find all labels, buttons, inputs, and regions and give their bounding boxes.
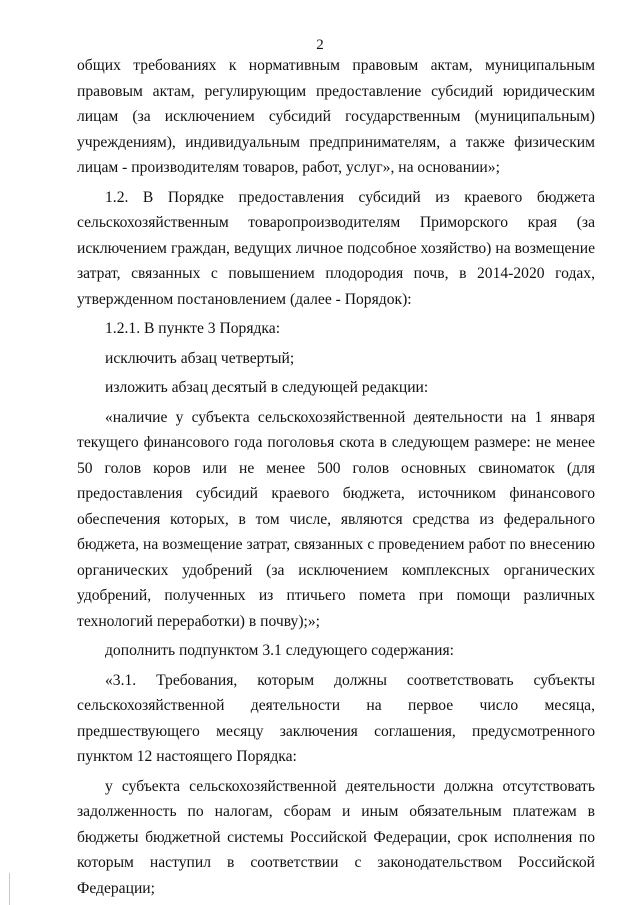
paragraph-item-1-2: 1.2. В Порядке предоставления субсидий из краевого бюджета сельскохозяйственным товаропроизводителям Приморского края (за исключением граждан, ведущих личное подсобное хозяйство) на возмещение затрат, связанных с повышением плодородия почв, в 2014-2020 годах, утвержденном постановлением (далее - Порядок): bbox=[77, 188, 595, 308]
paragraph-continuation: общих требованиях к нормативным правовым актам, муниципальным правовым актам, регулирующим предоставление субсидий юридическим лицам (за исключением субсидий государственным (муниципальным) учреждениям), индивидуальным предпринимателям, а также физическим лицам - производителям товаров, работ, услуг», на основании»; bbox=[77, 57, 595, 176]
paragraph-tax-debt: у субъекта сельскохозяйственной деятельности должна отсутствовать задолженность по налогам, сборам и иным обязательным платежам в бюджеты бюджетной системы Российской Федерации, срок исполнения по которым наступил в соответствии с законодательством Российской Федерации; bbox=[77, 777, 595, 897]
paragraph-item-1-2-1: 1.2.1. В пункте 3 Порядка: bbox=[105, 320, 281, 337]
scan-edge-mark bbox=[0, 873, 10, 905]
document-body bbox=[77, 53, 595, 901]
paragraph-livestock-quote: «наличие у субъекта сельскохозяйственной деятельности на 1 января текущего финансового года поголовья скота в следующем размере: не менее 50 голов коров или не менее 500 голов основных свиноматок (для предоставления субсидий краевого бюджета, источником финансового обеспечения которых, в том числе, являются средства из федерального бюджета, на возмещение затрат, связанных с проведением работ по внесению органических удобрений (за исключением комплексных органических удобрений, полученных из птичьего помета при помощи различных технологий переработки) в почву);»; bbox=[77, 408, 595, 630]
paragraph-exclude-fourth: исключить абзац четвертый; bbox=[105, 349, 295, 367]
paragraph-tenth-intro: изложить абзац десятый в следующей редакции: bbox=[105, 379, 429, 396]
paragraph-add-3-1: дополнить подпунктом 3.1 следующего содержания: bbox=[105, 642, 454, 659]
page-number: 2 bbox=[316, 37, 324, 53]
paragraph-item-3-1: «3.1. Требования, которым должны соответствовать субъекты сельскохозяйственной деятельности на первое число месяца, предшествующего месяцу заключения соглашения, предусмотренного пунктом 12 настоящего Порядка: bbox=[77, 671, 595, 765]
